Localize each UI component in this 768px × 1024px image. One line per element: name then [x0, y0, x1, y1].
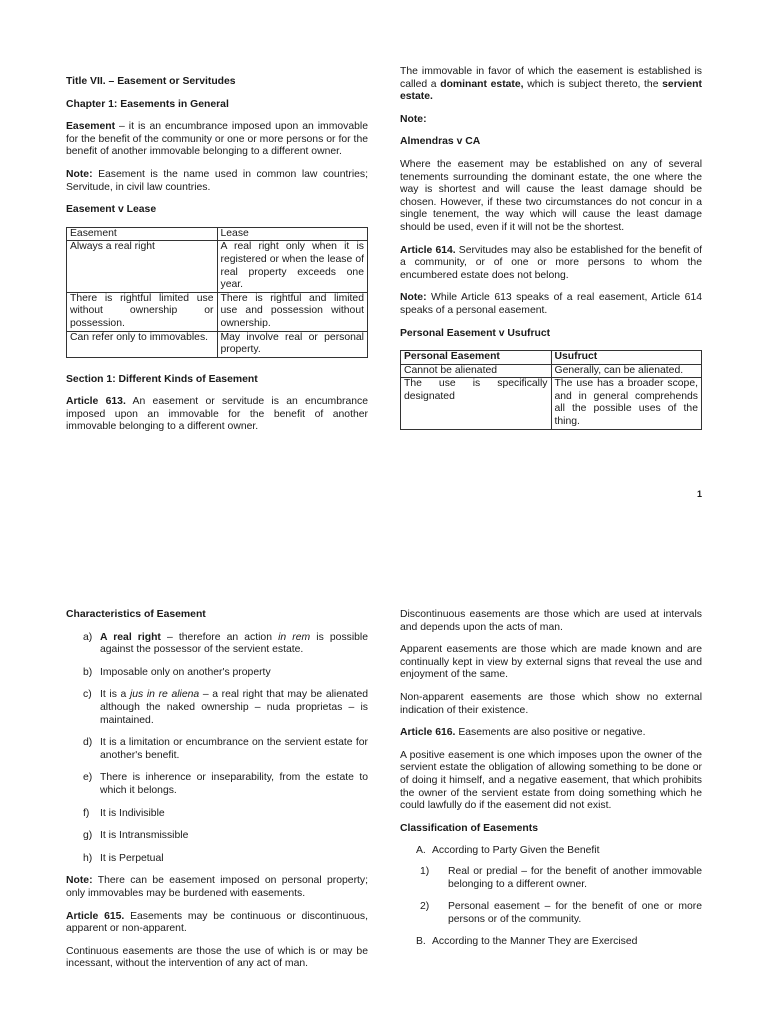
list-item	[400, 936, 702, 949]
page2-right-column	[400, 609, 702, 959]
note-heading: Note:	[400, 113, 427, 125]
item-text: is possible against the possessor of the servient estate.	[100, 631, 369, 656]
article-613-text: An easement or servitude is an encumbrance imposed upon an immovable for the benefit of another immovable belonging to a different owner.	[66, 396, 368, 433]
page1-right-column	[400, 66, 702, 440]
sub-list	[400, 866, 702, 926]
note-paragraph	[66, 169, 368, 194]
list-item	[66, 689, 368, 727]
classification-list	[400, 845, 702, 949]
item-text: Real or predial – for the benefit of another immovable belonging to a different owner.	[448, 865, 702, 890]
list-item	[66, 830, 368, 843]
list-marker: h)	[83, 852, 93, 864]
non-apparent-easements: Non-apparent easements are those which show no external indication of their existence.	[400, 691, 702, 716]
table-cell: A real right only when it is registered or when the lease of real property exceeds one year.	[217, 241, 368, 292]
list-item	[66, 667, 368, 680]
item-text: It is a	[100, 689, 130, 701]
item-text: It is Indivisible	[100, 807, 165, 819]
table-row	[401, 378, 702, 429]
item-text: Personal easement – for the benefit of one or more persons or of the community.	[448, 901, 702, 925]
table-cell: The use has a broader scope, and in general comprehends all the possible uses of the thing.	[551, 378, 702, 429]
discontinuous-easements: Discontinuous easements are those which are used at intervals and depends upon the acts of man.	[400, 609, 702, 633]
list-marker: a)	[83, 631, 93, 643]
table-cell: The use is specifically designated	[401, 378, 552, 429]
table-header-cell: Easement	[67, 227, 218, 241]
list-marker: 2)	[420, 901, 430, 913]
list-item	[66, 632, 368, 657]
list-marker: g)	[83, 830, 93, 842]
case-text: Where the easement may be established on any of several tenements surrounding the dominant estate, the one where the way is shortest and will cause the least damage should be chosen. However, if these two circumstances do not concur in a single tenement, the way which will cause the least damage should be used, even if it will not be the shortest.	[400, 158, 702, 233]
easement-definition-text: – it is an encumbrance imposed upon an immovable for the benefit of the community or one or more persons or for the benefit of another immovable belonging to a different owner.	[66, 121, 368, 158]
easement-v-lease-table	[66, 227, 368, 358]
item-text: It is a limitation or encumbrance on the servient estate for another's benefit.	[100, 737, 368, 761]
table-header-cell: Lease	[217, 227, 368, 241]
item-bold: A real right	[100, 631, 161, 643]
easement-definition	[66, 121, 368, 159]
table-cell: May involve real or personal property.	[217, 331, 368, 357]
article-616-text: Easements are also positive or negative.	[455, 727, 646, 739]
easement-v-lease-heading: Easement v Lease	[66, 204, 157, 216]
table-header-row	[401, 351, 702, 365]
table-row	[401, 364, 702, 378]
page1-left-column	[66, 76, 368, 444]
list-marker: c)	[83, 689, 92, 701]
title-heading: Title VII. – Easement or Servitudes	[66, 76, 236, 87]
item-text: Imposable only on another's property	[100, 666, 271, 678]
dominant-text-1: The immovable in favor of which the easement is established is called a	[400, 66, 702, 90]
table-cell: Can refer only to immovables.	[67, 331, 218, 357]
item-italic: in rem	[278, 631, 311, 643]
list-marker: b)	[83, 666, 93, 678]
article-615	[66, 911, 368, 936]
table-header-cell: Usufruct	[551, 351, 702, 365]
table-header-row	[67, 227, 368, 241]
table-cell: There is rightful limited use without ownership or possession.	[67, 292, 218, 331]
dominant-estate-paragraph	[400, 66, 702, 104]
article-615-text: Easements may be continuous or discontinuous, apparent or non-apparent.	[66, 910, 368, 935]
characteristics-list	[66, 632, 368, 866]
note-paragraph-2	[400, 292, 702, 317]
list-item	[400, 845, 702, 926]
easement-v-usufruct-table	[400, 350, 702, 430]
list-item	[66, 853, 368, 866]
easement-term: Easement	[66, 121, 116, 133]
chapter-heading: Chapter 1: Easements in General	[66, 98, 229, 110]
dominant-estate-term: dominant estate,	[440, 78, 524, 90]
apparent-easements: Apparent easements are those which are made known and are continually kept in view by external signs that reveal the use and enjoyment of the same.	[400, 644, 702, 681]
table-header-cell: Personal Easement	[401, 351, 552, 365]
article-616-label: Article 616.	[400, 727, 456, 739]
classification-heading: Classification of Easements	[400, 822, 539, 834]
note-text-2: While Article 613 speaks of a real easement, Article 614 speaks of a personal easement.	[400, 292, 702, 316]
article-613-label: Article 613.	[66, 396, 126, 408]
table-cell: There is rightful and limited use and possession without ownership.	[217, 292, 368, 331]
characteristics-heading: Characteristics of Easement	[66, 609, 206, 620]
table-row	[67, 331, 368, 357]
list-item	[66, 772, 368, 797]
note-label: Note:	[66, 168, 93, 180]
dominant-text-2: which is subject thereto, the	[523, 78, 663, 90]
item-text: – a real right that may be alienated although the naked ownership – nuda proprietas – is maintained.	[100, 689, 369, 726]
list-item	[66, 808, 368, 821]
section-heading: Section 1: Different Kinds of Easement	[66, 373, 258, 385]
note-label-2: Note:	[400, 292, 427, 304]
list-marker: 1)	[420, 865, 430, 877]
list-marker: A.	[416, 845, 426, 857]
item-italic: jus in re aliena	[129, 689, 200, 701]
table-cell: Always a real right	[67, 241, 218, 292]
positive-negative-easement: A positive easement is one which imposes upon the owner of the servient estate the obligation of allowing something to be done or of doing it himself, and a negative easement, that which prohibits the owner of the servient estate from doing something which he could lawfully do if the easement did not exist.	[400, 749, 702, 812]
list-marker: e)	[83, 772, 93, 784]
note-text-3: There can be easement imposed on personal property; only immovables may be burdened with easements.	[66, 875, 368, 899]
easement-v-usufruct-heading: Personal Easement v Usufruct	[400, 327, 551, 339]
table-cell: Generally, can be alienated.	[551, 364, 702, 378]
item-text: It is Intransmissible	[100, 830, 189, 842]
servient-estate-term: servient estate.	[400, 78, 702, 103]
list-marker: B.	[416, 936, 426, 948]
article-614-text: Servitudes may also be established for the benefit of a community, or of one or more persons to whom the encumbered estate does not belong.	[400, 244, 702, 281]
item-text: According to Party Given the Benefit	[432, 845, 600, 857]
page-2	[0, 512, 768, 1024]
list-item	[400, 866, 702, 891]
list-item	[66, 737, 368, 762]
article-614	[400, 245, 702, 283]
continuous-easements: Continuous easements are those the use of which is or may be incessant, without the intervention of any act of man.	[66, 945, 368, 970]
article-616	[400, 727, 702, 740]
note-text: Easement is the name used in common law countries; Servitude, in civil law countries.	[66, 168, 368, 193]
article-615-label: Article 615.	[66, 910, 125, 922]
list-marker: f)	[83, 807, 90, 819]
note-paragraph-3	[66, 875, 368, 900]
page2-left-column	[66, 609, 368, 981]
list-marker: d)	[83, 737, 93, 749]
table-row	[67, 241, 368, 292]
article-613	[66, 396, 368, 434]
case-heading: Almendras v CA	[400, 136, 481, 148]
item-text: It is Perpetual	[100, 852, 164, 864]
page-number: 1	[697, 489, 703, 499]
table-cell: Cannot be alienated	[401, 364, 552, 378]
item-text: According to the Manner They are Exercised	[432, 936, 638, 948]
table-row	[67, 292, 368, 331]
note-label-3: Note:	[66, 875, 93, 887]
item-text: There is inherence or inseparability, from the estate to which it belongs.	[100, 772, 368, 796]
article-614-label: Article 614.	[400, 244, 456, 256]
list-item	[400, 901, 702, 926]
item-text: – therefore an action	[160, 631, 279, 643]
